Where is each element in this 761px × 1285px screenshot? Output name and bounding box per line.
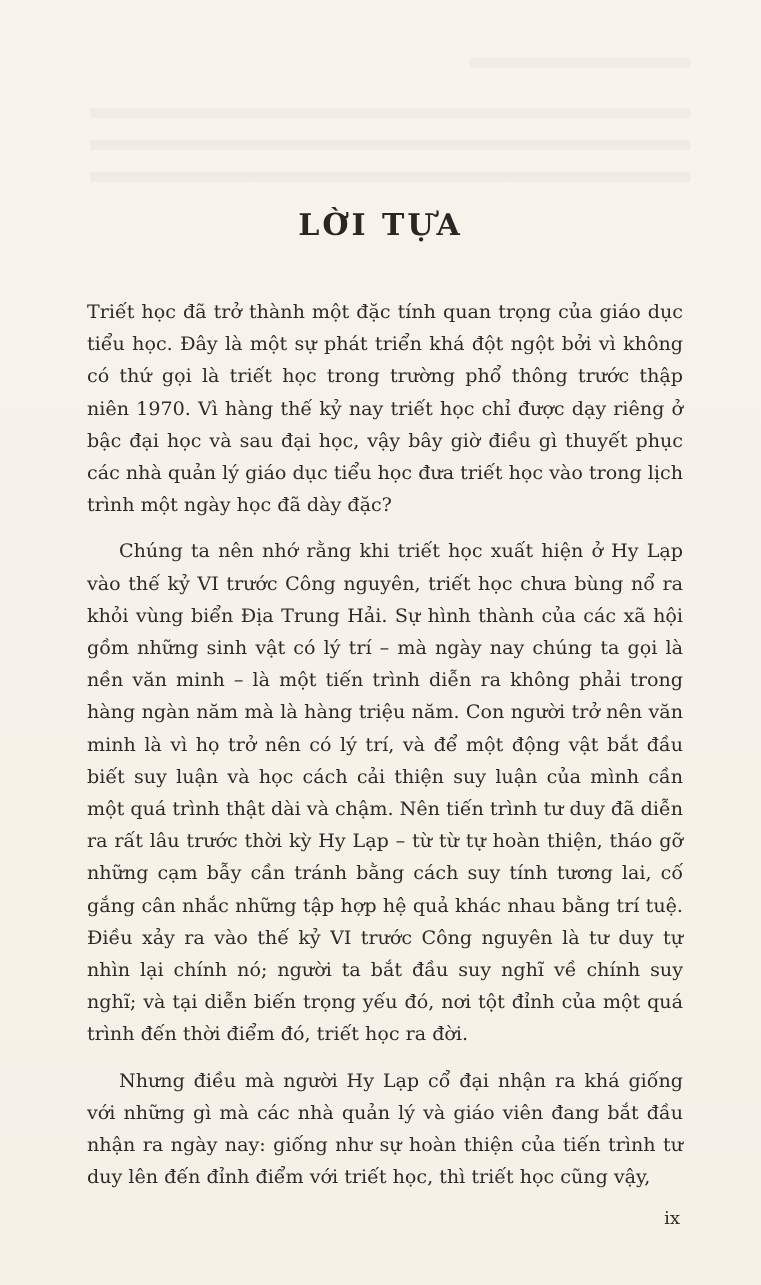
- paragraph-2: Chúng ta nên nhớ rằng khi triết học xuất hiện ở Hy Lạp vào thế kỷ VI trước Công nguyên, triết học chưa bùng nổ ra khỏi vùng biển Địa Trung Hải. Sự hình thành của các xã hội gồm những sinh vật có lý trí – mà ngày nay chúng ta gọi là nền văn minh – là một tiến trình diễn ra không phải trong hàng ngàn năm mà là hàng triệu năm. Con người trở nên văn minh là vì họ trở nên có lý trí, và để một động vật bắt đầu biết suy luận và học cách cải thiện suy luận của mình cần một quá trình thật dài và chậm. Nên tiến trình tư duy đã diễn ra rất lâu trước thời kỳ Hy Lạp – từ từ tự hoàn thiện, tháo gỡ những cạm bẫy cần tránh bằng cách suy tính tương lai, cố gắng cân nhắc những tập hợp hệ quả khác nhau bằng trí tuệ. Điều xảy ra vào thế kỷ VI trước Công nguyên là tư duy tự nhìn lại chính nó; người ta bắt đầu suy nghĩ về chính suy nghĩ; và tại diễn biến trọng yếu đó, nơi tột đỉnh của một quá trình đến thời điểm đó, triết học ra đời.: [87, 539, 683, 1046]
- paragraph-1: Triết học đã trở thành một đặc tính quan trọng của giáo dục tiểu học. Đây là một sự phát triển khá đột ngột bởi vì không có thứ gọi là triết học trong trường phổ thông trước thập niên 1970. Vì hàng thế kỷ nay triết học chỉ được dạy riêng ở bậc đại học và sau đại học, vậy bây giờ điều gì thuyết phục các nhà quản lý giáo dục tiểu học đưa triết học vào trong lịch trình một ngày học đã dày đặc?: [87, 300, 683, 517]
- paragraph-3: Nhưng điều mà người Hy Lạp cổ đại nhận ra khá giống với những gì mà các nhà quản lý và giáo viên đang bắt đầu nhận ra ngày nay: giống như sự hoàn thiện của tiến trình tư duy lên đến đỉnh điểm với triết học, thì triết học cũng vậy,: [87, 1068, 683, 1189]
- bleed-through: [90, 108, 690, 118]
- bleed-through: [90, 172, 690, 182]
- page-title: LỜI TỰA: [298, 208, 463, 243]
- page-number: ix: [664, 1208, 680, 1229]
- body-text: [87, 296, 683, 1207]
- bleed-through: [470, 58, 690, 68]
- bleed-through: [90, 140, 690, 150]
